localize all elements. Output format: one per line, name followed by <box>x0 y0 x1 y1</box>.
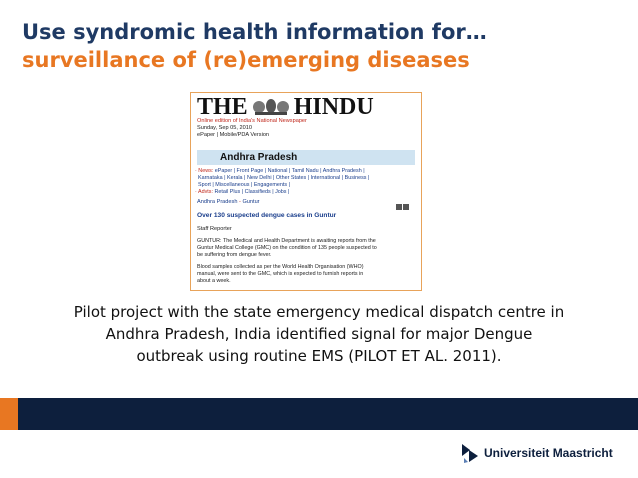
title-line-2: surveillance of (re)emerging diseases <box>22 48 470 72</box>
epaper-text: ePaper | Mobile/PDA Version <box>197 132 270 138</box>
crumb-region: Andhra Pradesh <box>197 199 238 205</box>
print-email-icons <box>396 197 412 204</box>
footer-accent-bar <box>0 398 18 430</box>
caption-line: outbreak using routine EMS (PILOT ET AL. 2011). <box>136 347 502 365</box>
date-text: Sunday, Sep 05, 2010 <box>197 125 252 131</box>
paragraph-2-line: about a week. <box>197 278 231 285</box>
emblem-icon <box>251 97 291 115</box>
edition-text: Online edition of India's National Newspaper <box>197 118 307 124</box>
edition-meta <box>197 118 307 139</box>
adverts-label: Advts: <box>198 189 213 195</box>
paragraph-2-line: manual, were sent to the GMC, which is expected to furnish reports in <box>197 271 364 278</box>
crumb-separator: - <box>239 199 241 205</box>
adverts-line: Retail Plus | Classifieds | Jobs | <box>214 189 290 195</box>
crumb-city: Guntur <box>242 199 260 205</box>
nav-label: News: <box>198 168 214 174</box>
breadcrumb <box>197 199 260 206</box>
article-paragraph-2 <box>197 264 363 286</box>
university-logo <box>460 442 630 466</box>
nav-line-3: Sport | Miscellaneous | Engagements | <box>198 182 290 188</box>
nav-line-2: Karnataka | Kerala | New Delhi | Other States | International | Business | <box>198 175 370 181</box>
region-title: Andhra Pradesh <box>220 152 298 163</box>
email-icon <box>403 204 409 210</box>
masthead-right: HINDU <box>293 94 374 120</box>
paragraph-2-line: Blood samples collected as per the World Health Organisation (WHO) <box>197 264 364 270</box>
section-nav: · News: ePaper | Front Page | National | Tamil Nadu | Andhra Pradesh | Karnataka | Kerala | New Delhi | Other States | International | Business | Sport | Miscellaneous | Engagements | · Advts: Retail Plus | Classifieds | Jobs | <box>195 168 370 195</box>
paragraph-1-line: Guntur Medical College (GMC) on the condition of 135 people suspected to <box>197 245 377 252</box>
masthead <box>197 95 417 119</box>
caption-line: Andhra Pradesh, India identified signal for major Dengue <box>105 325 533 343</box>
footer-band <box>18 398 638 430</box>
nav-line-1: ePaper | Front Page | National | Tamil Nadu | Andhra Pradesh | <box>214 168 365 174</box>
print-icon <box>396 204 402 210</box>
caption-line: Pilot project with the state emergency medical dispatch centre in <box>73 303 565 321</box>
region-banner <box>197 150 415 165</box>
article-headline: Over 130 suspected dengue cases in Guntur <box>197 212 337 219</box>
slide-title <box>22 18 622 74</box>
title-line-1: Use syndromic health information for… <box>22 20 487 44</box>
newspaper-clipping <box>190 92 422 291</box>
masthead-left: THE <box>197 94 248 120</box>
paragraph-1-line: be suffering from dengue fever. <box>197 252 272 259</box>
paragraph-1-line: GUNTUR: The Medical and Health Department is awaiting reports from the <box>197 238 376 244</box>
article-byline: Staff Reporter <box>197 226 232 232</box>
slide-caption <box>30 301 608 367</box>
article-paragraph-1 <box>197 238 377 260</box>
university-emblem-icon <box>460 442 480 464</box>
university-name: Universiteit Maastricht <box>484 446 613 460</box>
